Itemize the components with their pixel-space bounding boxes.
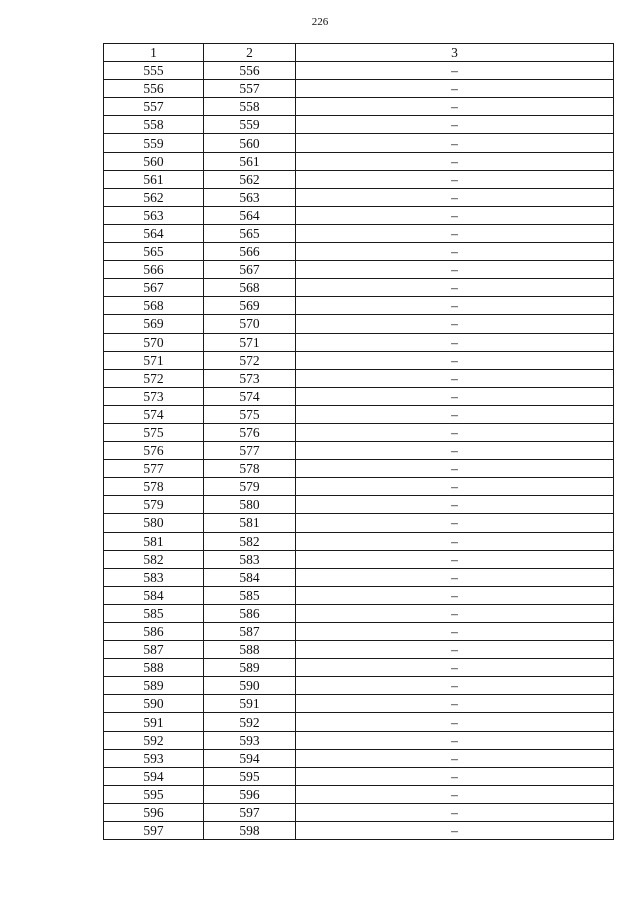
- table-row: [104, 243, 614, 261]
- table-cell-col-2: 583: [204, 550, 296, 568]
- table-cell-col-2: 572: [204, 351, 296, 369]
- table-cell-col-2: 560: [204, 134, 296, 152]
- table-row: [104, 315, 614, 333]
- table-row: [104, 659, 614, 677]
- table-row: [104, 80, 614, 98]
- table-cell-col-2: 578: [204, 460, 296, 478]
- column-header-3: 3: [296, 44, 614, 62]
- table-row: [104, 478, 614, 496]
- table-cell-col-3: –: [296, 731, 614, 749]
- table-cell-col-1: 559: [104, 134, 204, 152]
- table-cell-col-3: –: [296, 460, 614, 478]
- table-cell-col-2: 580: [204, 496, 296, 514]
- table-cell-col-2: 592: [204, 713, 296, 731]
- table-row: [104, 423, 614, 441]
- table-cell-col-1: 572: [104, 369, 204, 387]
- table-cell-col-2: 568: [204, 279, 296, 297]
- table-cell-col-3: –: [296, 134, 614, 152]
- table-cell-col-2: 561: [204, 152, 296, 170]
- table-cell-col-3: –: [296, 80, 614, 98]
- table-cell-col-3: –: [296, 243, 614, 261]
- table-row: [104, 749, 614, 767]
- table-cell-col-3: –: [296, 206, 614, 224]
- table-cell-col-2: 593: [204, 731, 296, 749]
- table-row: [104, 134, 614, 152]
- table-cell-col-2: 574: [204, 387, 296, 405]
- table-header: [104, 44, 614, 62]
- table-cell-col-1: 590: [104, 695, 204, 713]
- table-cell-col-3: –: [296, 224, 614, 242]
- table-cell-col-1: 564: [104, 224, 204, 242]
- table-cell-col-1: 575: [104, 423, 204, 441]
- table-cell-col-2: 576: [204, 423, 296, 441]
- table-cell-col-1: 574: [104, 405, 204, 423]
- table-cell-col-3: –: [296, 803, 614, 821]
- table-cell-col-1: 582: [104, 550, 204, 568]
- table-cell-col-1: 581: [104, 532, 204, 550]
- table-cell-col-2: 587: [204, 623, 296, 641]
- table-cell-col-1: 586: [104, 623, 204, 641]
- column-header-2: 2: [204, 44, 296, 62]
- table-cell-col-3: –: [296, 315, 614, 333]
- table-row: [104, 387, 614, 405]
- table-cell-col-3: –: [296, 442, 614, 460]
- table-cell-col-1: 566: [104, 261, 204, 279]
- table-cell-col-1: 573: [104, 387, 204, 405]
- table-row: [104, 641, 614, 659]
- table-row: [104, 550, 614, 568]
- table-cell-col-3: –: [296, 586, 614, 604]
- table-cell-col-2: 566: [204, 243, 296, 261]
- table-cell-col-1: 576: [104, 442, 204, 460]
- table-cell-col-1: 596: [104, 803, 204, 821]
- table-cell-col-1: 578: [104, 478, 204, 496]
- table-cell-col-1: 585: [104, 604, 204, 622]
- table-cell-col-3: –: [296, 532, 614, 550]
- table-cell-col-1: 561: [104, 170, 204, 188]
- table-cell-col-2: 559: [204, 116, 296, 134]
- table-cell-col-1: 584: [104, 586, 204, 604]
- table-cell-col-3: –: [296, 514, 614, 532]
- table-cell-col-1: 557: [104, 98, 204, 116]
- table-cell-col-3: –: [296, 822, 614, 840]
- table-row: [104, 532, 614, 550]
- table-cell-col-2: 567: [204, 261, 296, 279]
- table-cell-col-1: 565: [104, 243, 204, 261]
- table-body: [104, 62, 614, 840]
- table-row: [104, 188, 614, 206]
- table-row: [104, 351, 614, 369]
- table-row: [104, 152, 614, 170]
- table-cell-col-3: –: [296, 478, 614, 496]
- table-cell-col-3: –: [296, 568, 614, 586]
- table-cell-col-2: 571: [204, 333, 296, 351]
- table-row: [104, 333, 614, 351]
- table-cell-col-3: –: [296, 152, 614, 170]
- table-row: [104, 460, 614, 478]
- table-cell-col-3: –: [296, 677, 614, 695]
- table-cell-col-3: –: [296, 749, 614, 767]
- table-cell-col-3: –: [296, 423, 614, 441]
- table-cell-col-3: –: [296, 351, 614, 369]
- table-cell-col-3: –: [296, 98, 614, 116]
- table-row: [104, 604, 614, 622]
- table-cell-col-2: 598: [204, 822, 296, 840]
- table-cell-col-2: 584: [204, 568, 296, 586]
- page-number: 226: [311, 16, 329, 28]
- table-row: [104, 98, 614, 116]
- table-row: [104, 442, 614, 460]
- table-cell-col-1: 556: [104, 80, 204, 98]
- table-cell-col-1: 568: [104, 297, 204, 315]
- table-cell-col-2: 581: [204, 514, 296, 532]
- table-row: [104, 822, 614, 840]
- table-row: [104, 224, 614, 242]
- table-cell-col-1: 583: [104, 568, 204, 586]
- table-cell-col-1: 580: [104, 514, 204, 532]
- table-cell-col-3: –: [296, 496, 614, 514]
- table-cell-col-1: 558: [104, 116, 204, 134]
- table-cell-col-1: 591: [104, 713, 204, 731]
- table-cell-col-1: 589: [104, 677, 204, 695]
- column-header-1: 1: [104, 44, 204, 62]
- table-cell-col-3: –: [296, 695, 614, 713]
- table-row: [104, 623, 614, 641]
- table-cell-col-2: 589: [204, 659, 296, 677]
- table-cell-col-2: 588: [204, 641, 296, 659]
- table-row: [104, 677, 614, 695]
- table-cell-col-3: –: [296, 62, 614, 80]
- table-cell-col-3: –: [296, 604, 614, 622]
- table-row: [104, 731, 614, 749]
- table-cell-col-3: –: [296, 369, 614, 387]
- table-cell-col-3: –: [296, 767, 614, 785]
- data-table: [103, 43, 614, 840]
- table-cell-col-2: 569: [204, 297, 296, 315]
- table-cell-col-3: –: [296, 785, 614, 803]
- table-row: [104, 206, 614, 224]
- table-cell-col-3: –: [296, 623, 614, 641]
- table-cell-col-2: 570: [204, 315, 296, 333]
- table-cell-col-3: –: [296, 333, 614, 351]
- table-row: [104, 279, 614, 297]
- table-row: [104, 369, 614, 387]
- table-cell-col-2: 577: [204, 442, 296, 460]
- table-row: [104, 116, 614, 134]
- table-cell-col-3: –: [296, 550, 614, 568]
- table-cell-col-2: 590: [204, 677, 296, 695]
- table-cell-col-3: –: [296, 405, 614, 423]
- table-cell-col-1: 563: [104, 206, 204, 224]
- table-cell-col-2: 594: [204, 749, 296, 767]
- table-cell-col-2: 597: [204, 803, 296, 821]
- table-cell-col-1: 577: [104, 460, 204, 478]
- table-cell-col-1: 588: [104, 659, 204, 677]
- table-row: [104, 586, 614, 604]
- table-cell-col-3: –: [296, 279, 614, 297]
- table-row: [104, 62, 614, 80]
- table-cell-col-2: 564: [204, 206, 296, 224]
- table-row: [104, 767, 614, 785]
- table-row: [104, 803, 614, 821]
- table-cell-col-1: 593: [104, 749, 204, 767]
- table-cell-col-2: 558: [204, 98, 296, 116]
- table-cell-col-1: 595: [104, 785, 204, 803]
- table-cell-col-3: –: [296, 170, 614, 188]
- table-cell-col-2: 586: [204, 604, 296, 622]
- table-row: [104, 713, 614, 731]
- table-cell-col-1: 569: [104, 315, 204, 333]
- table-row: [104, 170, 614, 188]
- table-cell-col-2: 591: [204, 695, 296, 713]
- table-row: [104, 785, 614, 803]
- table-cell-col-3: –: [296, 297, 614, 315]
- table-cell-col-2: 582: [204, 532, 296, 550]
- table-row: [104, 496, 614, 514]
- table-cell-col-3: –: [296, 641, 614, 659]
- table-cell-col-2: 562: [204, 170, 296, 188]
- header-row: [104, 44, 614, 62]
- table-cell-col-3: –: [296, 387, 614, 405]
- table-cell-col-1: 597: [104, 822, 204, 840]
- table-row: [104, 297, 614, 315]
- table-cell-col-2: 595: [204, 767, 296, 785]
- table-cell-col-1: 560: [104, 152, 204, 170]
- table-cell-col-2: 563: [204, 188, 296, 206]
- table-cell-col-3: –: [296, 188, 614, 206]
- table-cell-col-1: 579: [104, 496, 204, 514]
- table-cell-col-2: 557: [204, 80, 296, 98]
- table-cell-col-2: 565: [204, 224, 296, 242]
- table-cell-col-1: 571: [104, 351, 204, 369]
- table-cell-col-1: 570: [104, 333, 204, 351]
- table-row: [104, 695, 614, 713]
- table-cell-col-2: 556: [204, 62, 296, 80]
- table-cell-col-2: 585: [204, 586, 296, 604]
- table-cell-col-3: –: [296, 659, 614, 677]
- table-row: [104, 261, 614, 279]
- table-row: [104, 514, 614, 532]
- table-cell-col-1: 567: [104, 279, 204, 297]
- table-cell-col-3: –: [296, 713, 614, 731]
- table-cell-col-3: –: [296, 116, 614, 134]
- table-cell-col-2: 573: [204, 369, 296, 387]
- table-row: [104, 568, 614, 586]
- table-cell-col-2: 579: [204, 478, 296, 496]
- table-cell-col-1: 555: [104, 62, 204, 80]
- table-cell-col-3: –: [296, 261, 614, 279]
- table-row: [104, 405, 614, 423]
- table-cell-col-2: 596: [204, 785, 296, 803]
- table-cell-col-2: 575: [204, 405, 296, 423]
- table-cell-col-1: 592: [104, 731, 204, 749]
- table-cell-col-1: 562: [104, 188, 204, 206]
- table-cell-col-1: 587: [104, 641, 204, 659]
- table-cell-col-1: 594: [104, 767, 204, 785]
